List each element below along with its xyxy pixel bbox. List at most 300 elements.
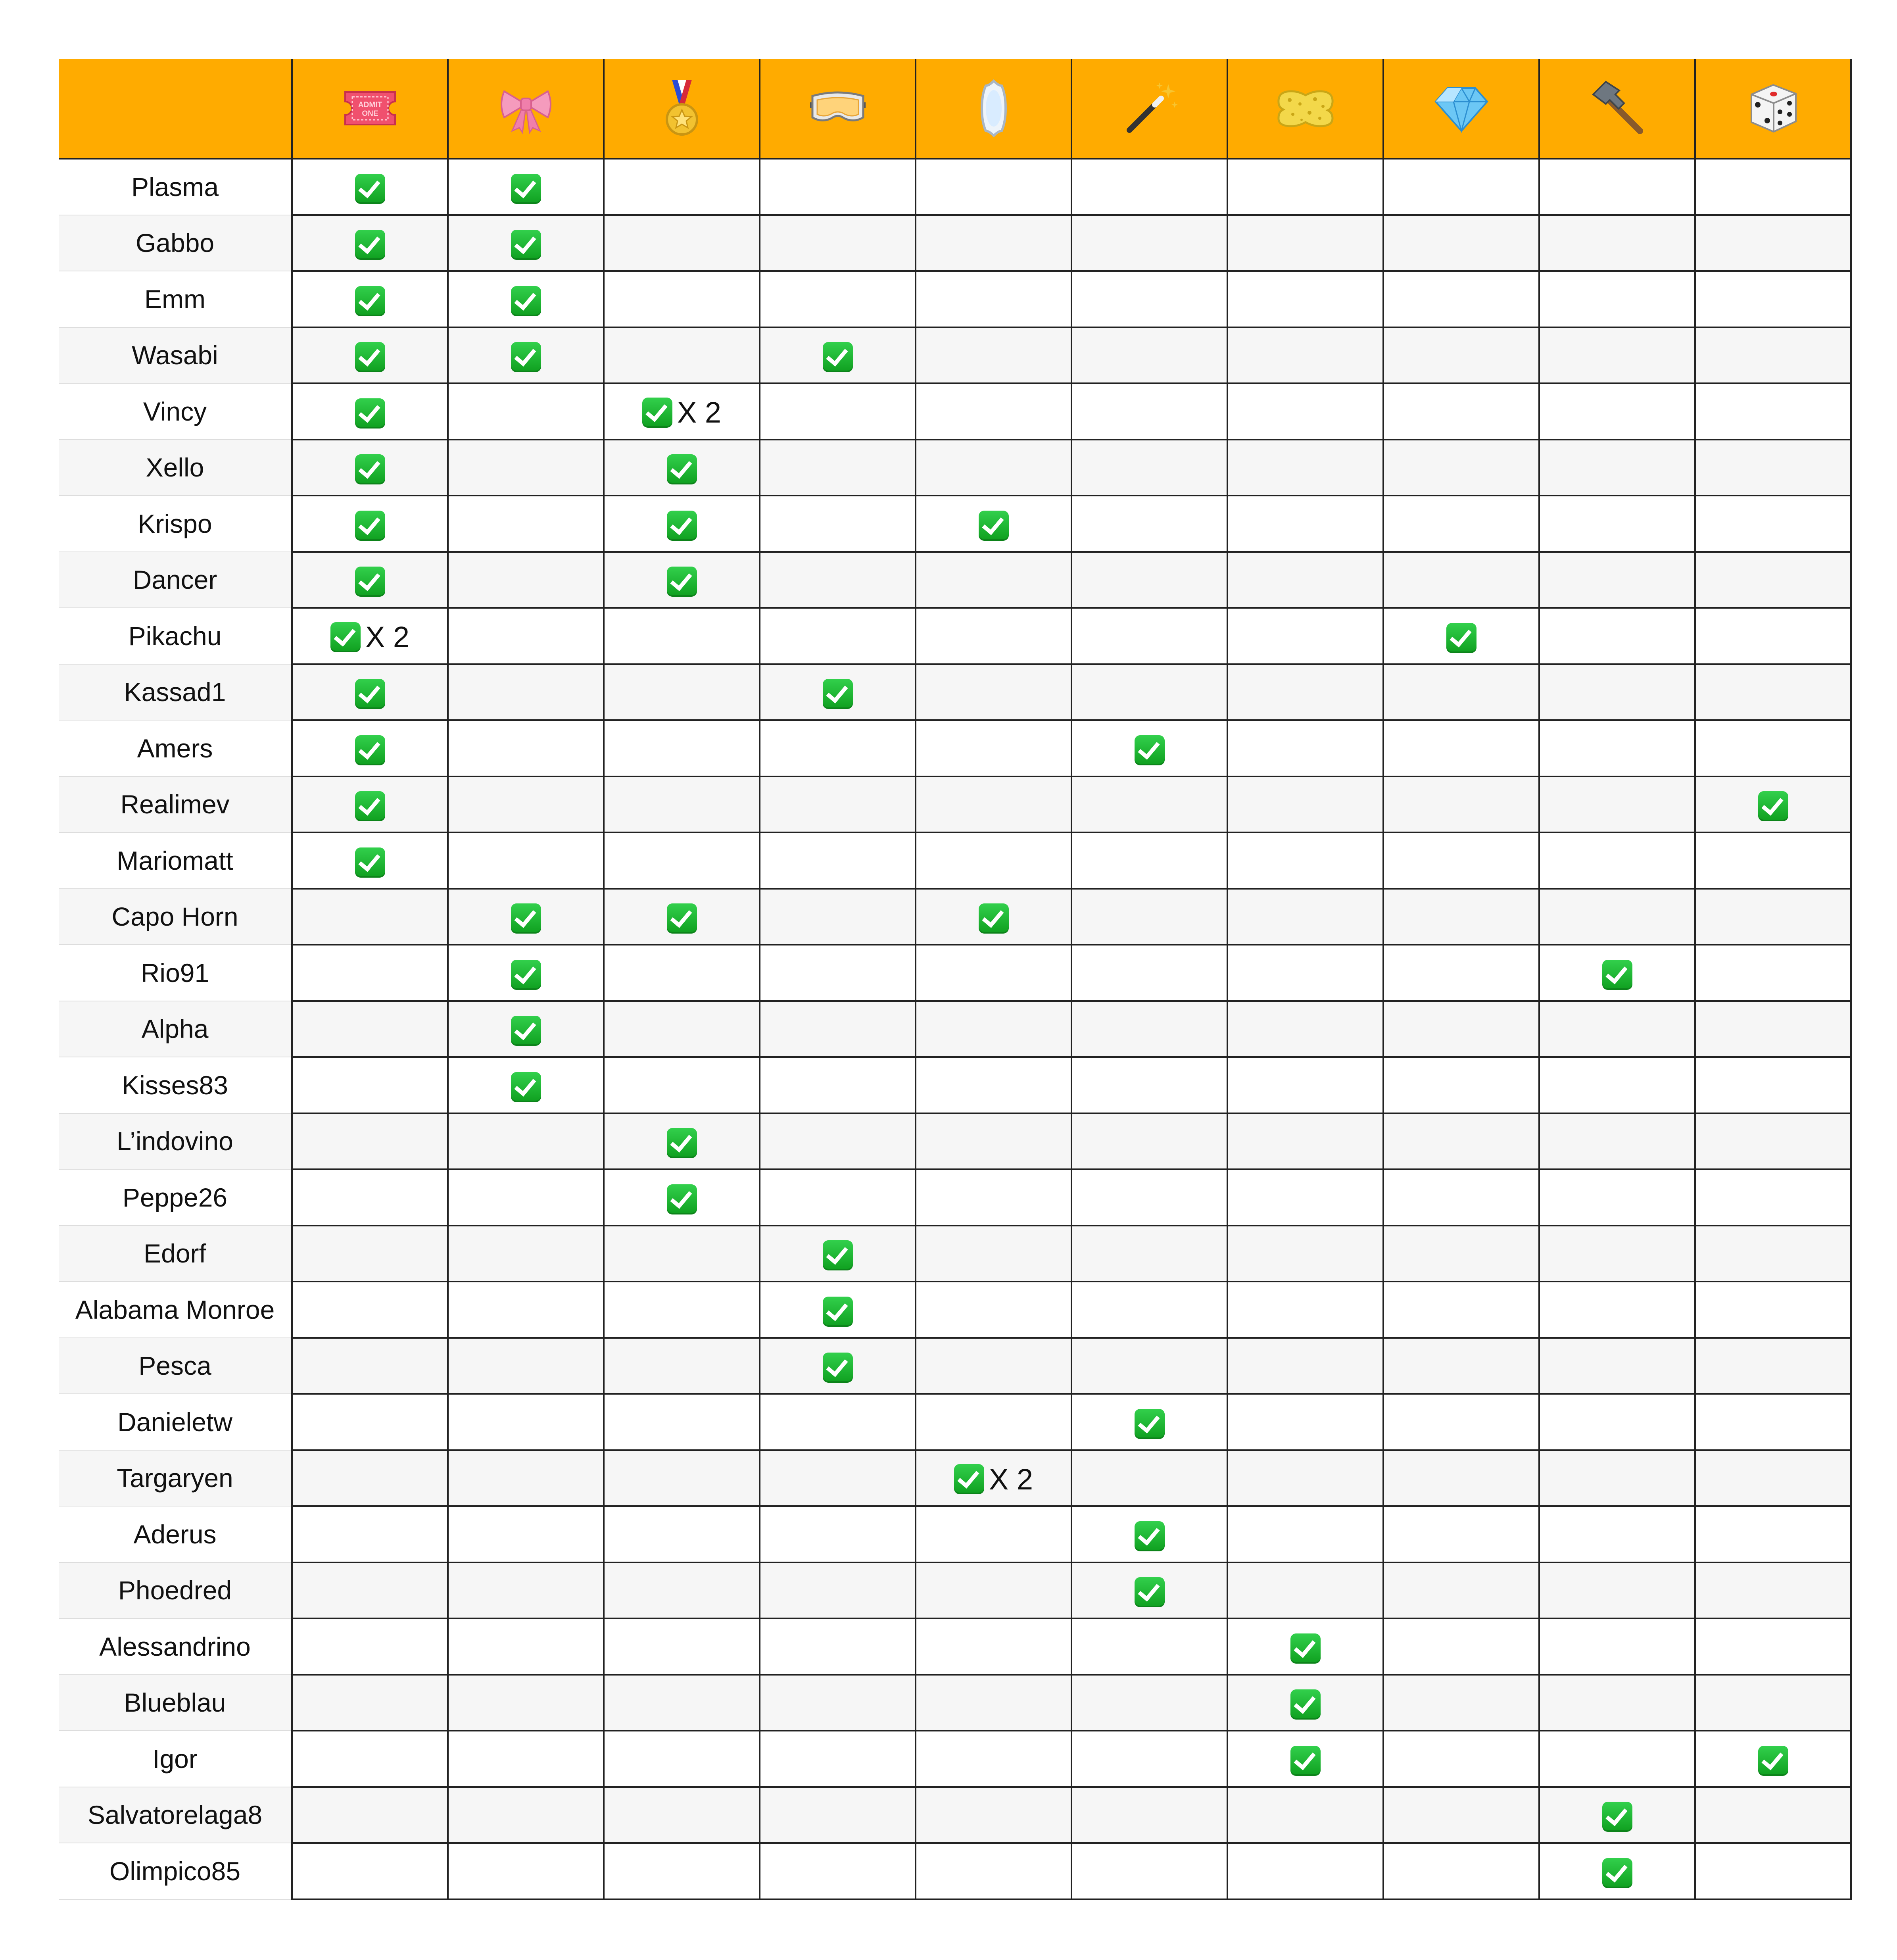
mark-cell: [604, 1282, 760, 1338]
mark-cell: [1071, 1113, 1227, 1170]
check-mark-icon: [667, 1184, 697, 1214]
check-mark-icon: [1135, 1521, 1165, 1551]
mark-cell: [1695, 1338, 1851, 1394]
mark-cell: [604, 552, 760, 608]
mark-cell: [1227, 1226, 1383, 1282]
check-mark-icon: [355, 567, 385, 597]
mark-cell: [604, 1057, 760, 1113]
table-row: [59, 1226, 1851, 1282]
check-mark-icon: [1602, 1858, 1632, 1888]
sponge-icon: [1274, 86, 1337, 130]
mark-cell: [292, 1843, 448, 1899]
mark-cell: [604, 215, 760, 271]
mark-cell: [916, 1169, 1071, 1226]
mark-cell: [292, 832, 448, 889]
mark-cell: [604, 1731, 760, 1787]
member-name: Edorf: [59, 1226, 292, 1282]
mark-cell: [1071, 1338, 1227, 1394]
mark-cell: [1071, 552, 1227, 608]
mark-cell: [1227, 1113, 1383, 1170]
mark-cell: [760, 1562, 916, 1619]
mark-cell: [916, 1675, 1071, 1731]
table-row: [59, 1618, 1851, 1675]
mark-cell: [760, 496, 916, 552]
mark-cell: [604, 776, 760, 833]
mark-cell: [760, 1169, 916, 1226]
mark-cell: [448, 159, 604, 215]
mark-cell: [292, 1506, 448, 1562]
check-mark-icon: [1602, 1802, 1632, 1832]
mark-cell: [916, 552, 1071, 608]
mark-cell: [1227, 1169, 1383, 1226]
mark-cell: [448, 776, 604, 833]
mark-cell: [448, 271, 604, 327]
mark-cell: [1383, 1282, 1539, 1338]
table-row: [59, 552, 1851, 608]
mark-cell: [760, 608, 916, 664]
table-row: [59, 271, 1851, 327]
mark-cell: [448, 832, 604, 889]
mark-cell: [1695, 945, 1851, 1001]
table-row: [59, 1562, 1851, 1619]
mark-cell: [916, 608, 1071, 664]
mark-cell: [1227, 664, 1383, 721]
mark-cell: [448, 1394, 604, 1450]
table-row: [59, 1169, 1851, 1226]
mark-cell: [1071, 1731, 1227, 1787]
check-mark-icon: [1135, 735, 1165, 765]
mark-cell: [604, 383, 760, 440]
header-ticket-cell: [292, 59, 448, 159]
mark-cell: [448, 1282, 604, 1338]
mark-cell: [1227, 832, 1383, 889]
mark-cell: [760, 1001, 916, 1057]
table-row: [59, 159, 1851, 215]
die-icon: [1743, 79, 1803, 138]
mark-cell: [1383, 383, 1539, 440]
mark-cell: [1071, 327, 1227, 384]
mark-cell: [1071, 1618, 1227, 1675]
mark-cell: [292, 776, 448, 833]
mark-cell: [1695, 1169, 1851, 1226]
mark-cell: [604, 608, 760, 664]
table-row: [59, 608, 1851, 664]
achievement-table: [59, 59, 1852, 1900]
mark-cell: [448, 889, 604, 945]
member-name: Alabama Monroe: [59, 1282, 292, 1338]
mark-cell: [1227, 1450, 1383, 1507]
mark-cell: [1539, 664, 1695, 721]
mark-cell: [1071, 776, 1227, 833]
mark-cell: [604, 271, 760, 327]
mark-cell: [292, 1057, 448, 1113]
mark-cell: [1071, 1001, 1227, 1057]
mark-cell: [1695, 1843, 1851, 1899]
mark-cell: [448, 1843, 604, 1899]
table-row: [59, 1394, 1851, 1450]
mark-cell: [604, 945, 760, 1001]
member-name: Igor: [59, 1731, 292, 1787]
mark-cell: [1695, 776, 1851, 833]
mark-cell: [448, 215, 604, 271]
mark-cell: [604, 1394, 760, 1450]
member-name: Gabbo: [59, 215, 292, 271]
mirror-icon: [974, 79, 1014, 138]
mark-cell: [1539, 889, 1695, 945]
mark-cell: [1227, 1506, 1383, 1562]
mark-cell: [1383, 776, 1539, 833]
mark-cell: [292, 552, 448, 608]
mark-cell: [1071, 664, 1227, 721]
mark-cell: [916, 1731, 1071, 1787]
mark-cell: [1383, 1394, 1539, 1450]
member-name: Targaryen: [59, 1450, 292, 1507]
mark-cell: [292, 215, 448, 271]
mark-cell: [292, 889, 448, 945]
check-mark-icon: [1446, 623, 1477, 653]
mark-cell: [1383, 496, 1539, 552]
mark-cell: [1695, 1282, 1851, 1338]
table-row: [59, 383, 1851, 440]
mark-cell: [1695, 159, 1851, 215]
mark-cell: [292, 945, 448, 1001]
mark-cell: [1383, 1675, 1539, 1731]
mark-cell: [1695, 720, 1851, 776]
table-row: [59, 720, 1851, 776]
mark-cell: [760, 1282, 916, 1338]
mark-cell: [1071, 1057, 1227, 1113]
member-name: Dancer: [59, 552, 292, 608]
mark-cell: [1383, 159, 1539, 215]
mark-cell: [1383, 1113, 1539, 1170]
mark-cell: [1227, 1843, 1383, 1899]
header-medal-cell: [604, 59, 760, 159]
table-row: [59, 440, 1851, 496]
mark-cell: [1071, 1843, 1227, 1899]
mark-cell: [1539, 1057, 1695, 1113]
table-row: [59, 1057, 1851, 1113]
header-gem-cell: [1383, 59, 1539, 159]
mark-cell: [1695, 889, 1851, 945]
check-mark-icon: [823, 679, 853, 709]
mark-cell: [1539, 552, 1695, 608]
mark-cell: [1227, 608, 1383, 664]
member-name: Rio91: [59, 945, 292, 1001]
mark-cell: [1539, 1338, 1695, 1394]
mark-cell: [1383, 1562, 1539, 1619]
mark-cell: [1227, 1675, 1383, 1731]
mark-cell: [292, 1618, 448, 1675]
mark-cell: [1695, 832, 1851, 889]
check-mark-icon: [1290, 1633, 1321, 1664]
mark-cell: [292, 1394, 448, 1450]
mark-cell: [1071, 215, 1227, 271]
mark-cell: [448, 1338, 604, 1394]
mark-cell: [760, 383, 916, 440]
mark-cell: [1539, 1787, 1695, 1843]
mark-cell: [1695, 1618, 1851, 1675]
table-row: [59, 1113, 1851, 1170]
check-mark-icon: [511, 1016, 541, 1046]
mark-cell: [1695, 1001, 1851, 1057]
mark-cell: [1539, 776, 1695, 833]
mark-cell: [1539, 1843, 1695, 1899]
check-mark-icon: [1602, 960, 1632, 990]
mark-cell: [1071, 1226, 1227, 1282]
mark-cell: [1695, 1226, 1851, 1282]
mark-cell: [604, 889, 760, 945]
mark-cell: [760, 159, 916, 215]
mark-cell: [1071, 1282, 1227, 1338]
check-mark-icon: [355, 847, 385, 878]
mark-cell: [1695, 608, 1851, 664]
mark-cell: [1227, 1787, 1383, 1843]
table-row: [59, 215, 1851, 271]
mark-cell: [1539, 1450, 1695, 1507]
mark-cell: [604, 1843, 760, 1899]
mark-cell: [604, 1562, 760, 1619]
header-sponge-cell: [1227, 59, 1383, 159]
mark-cell: [448, 1675, 604, 1731]
table-row: [59, 776, 1851, 833]
member-name: Amers: [59, 720, 292, 776]
mark-cell: [292, 496, 448, 552]
mark-cell: [292, 1169, 448, 1226]
mark-cell: [1227, 383, 1383, 440]
check-mark-icon: [667, 1128, 697, 1158]
check-mark-icon: [355, 342, 385, 372]
check-mark-icon: [355, 735, 385, 765]
mark-cell: [1539, 945, 1695, 1001]
mark-cell: [1539, 1282, 1695, 1338]
mark-cell: [916, 1787, 1071, 1843]
member-name: Alpha: [59, 1001, 292, 1057]
magic-wand-icon: [1120, 79, 1179, 138]
mark-cell: [1227, 440, 1383, 496]
check-mark-icon: [1135, 1577, 1165, 1607]
mark-cell: [1383, 327, 1539, 384]
mark-cell: [1695, 1057, 1851, 1113]
member-name: Capo Horn: [59, 889, 292, 945]
check-mark-icon: [1135, 1409, 1165, 1439]
table-row: [59, 889, 1851, 945]
mark-cell: [1227, 552, 1383, 608]
mark-cell: [1539, 1618, 1695, 1675]
table-row: [59, 832, 1851, 889]
mark-cell: [760, 1506, 916, 1562]
table-row: [59, 664, 1851, 721]
table-row: [59, 1787, 1851, 1843]
mark-cell: [448, 383, 604, 440]
mark-cell: [292, 664, 448, 721]
mark-cell: [1383, 664, 1539, 721]
mark-cell: [1695, 271, 1851, 327]
mark-cell: [1539, 1169, 1695, 1226]
check-mark-icon: [511, 960, 541, 990]
mark-cell: [760, 1675, 916, 1731]
mark-cell: [448, 945, 604, 1001]
mark-cell: [1695, 1731, 1851, 1787]
mark-cell: [448, 1001, 604, 1057]
mark-cell: [1071, 832, 1227, 889]
mark-cell: [1071, 496, 1227, 552]
mark-cell: [1695, 664, 1851, 721]
ribbon-bow-icon: [496, 83, 556, 134]
admit-one-ticket-icon: [340, 86, 400, 130]
mark-cell: [292, 1675, 448, 1731]
check-mark-icon: [823, 1297, 853, 1327]
mark-cell: [1227, 720, 1383, 776]
check-mark-icon: [511, 286, 541, 316]
header-row: [59, 59, 1851, 159]
table-row: [59, 1450, 1851, 1507]
mark-cell: [1383, 1450, 1539, 1507]
mark-cell: [1539, 1562, 1695, 1619]
mark-cell: [916, 327, 1071, 384]
mark-cell: [448, 1787, 604, 1843]
mark-cell: [916, 664, 1071, 721]
mark-cell: [1539, 327, 1695, 384]
mark-cell: [760, 440, 916, 496]
mark-cell: [1227, 1394, 1383, 1450]
gem-icon: [1432, 83, 1491, 134]
check-mark-icon: [823, 1240, 853, 1270]
mark-cell: [1383, 1731, 1539, 1787]
mark-cell: [916, 496, 1071, 552]
mark-cell: [760, 327, 916, 384]
mark-cell: [1227, 271, 1383, 327]
mark-cell: [604, 440, 760, 496]
mark-cell: [292, 1562, 448, 1619]
table-row: [59, 1282, 1851, 1338]
mark-cell: [916, 1282, 1071, 1338]
mark-cell: [1071, 383, 1227, 440]
mark-cell: [292, 1338, 448, 1394]
mark-cell: [448, 1506, 604, 1562]
achievement-table-container: [59, 59, 1852, 1900]
mark-cell: [604, 664, 760, 721]
mark-cell: [916, 776, 1071, 833]
check-mark-icon: [642, 398, 672, 428]
mark-cell: [916, 1506, 1071, 1562]
mark-cell: [1227, 1001, 1383, 1057]
mark-cell: [1227, 215, 1383, 271]
mark-cell: [292, 327, 448, 384]
mark-cell: [292, 383, 448, 440]
check-mark-icon: [1290, 1746, 1321, 1776]
table-row: [59, 945, 1851, 1001]
check-mark-icon: [355, 454, 385, 484]
mark-cell: [760, 945, 916, 1001]
mark-cell: [1071, 1787, 1227, 1843]
mark-cell: [448, 1450, 604, 1507]
check-mark-icon: [355, 791, 385, 821]
mark-cell: [1383, 720, 1539, 776]
mark-cell: [1695, 1450, 1851, 1507]
mark-cell: [1539, 832, 1695, 889]
member-name: Aderus: [59, 1506, 292, 1562]
mark-cell: [1539, 383, 1695, 440]
member-name: Vincy: [59, 383, 292, 440]
mark-cell: [1539, 159, 1695, 215]
mark-cell: [1383, 1506, 1539, 1562]
mark-cell: [1383, 1338, 1539, 1394]
mark-cell: [1695, 440, 1851, 496]
mark-cell: [1071, 440, 1227, 496]
mark-cell: [1383, 215, 1539, 271]
mark-cell: [916, 889, 1071, 945]
header-ribbon-cell: [448, 59, 604, 159]
member-name: Danieletw: [59, 1394, 292, 1450]
mark-cell: [760, 271, 916, 327]
mark-cell: [1071, 889, 1227, 945]
mark-cell: [1695, 1675, 1851, 1731]
mark-cell: [1695, 496, 1851, 552]
mark-cell: [1695, 215, 1851, 271]
mark-cell: [1383, 1001, 1539, 1057]
mark-cell: [448, 1226, 604, 1282]
mark-cell: [1071, 1506, 1227, 1562]
header-wand-cell: [1071, 59, 1227, 159]
table-row: [59, 1675, 1851, 1731]
mark-cell: [604, 832, 760, 889]
mark-cell: [604, 1169, 760, 1226]
mark-cell: [1539, 1113, 1695, 1170]
mark-cell: [292, 1282, 448, 1338]
mark-cell: [1383, 1787, 1539, 1843]
mark-cell: [1695, 552, 1851, 608]
mark-cell: [916, 1226, 1071, 1282]
mark-cell: [1539, 608, 1695, 664]
mark-cell: [1695, 327, 1851, 384]
member-name: Blueblau: [59, 1675, 292, 1731]
mark-cell: [916, 1394, 1071, 1450]
mark-cell: [1071, 1169, 1227, 1226]
check-mark-icon: [979, 511, 1009, 541]
mark-cell: [1383, 889, 1539, 945]
check-mark-icon: [355, 398, 385, 429]
mark-cell: [760, 552, 916, 608]
mark-cell: [1227, 1282, 1383, 1338]
goggles-icon: [806, 86, 870, 130]
mark-cell: [1539, 1506, 1695, 1562]
mark-cell: [292, 271, 448, 327]
mark-cell: [448, 664, 604, 721]
check-mark-icon: [823, 342, 853, 372]
check-mark-icon: [667, 903, 697, 934]
mark-cell: [292, 608, 448, 664]
member-name: Pesca: [59, 1338, 292, 1394]
multiplier-label: X 2: [989, 1462, 1033, 1496]
mark-cell: [1383, 1618, 1539, 1675]
mark-cell: [1539, 1394, 1695, 1450]
member-name: Pikachu: [59, 608, 292, 664]
check-mark-icon: [355, 286, 385, 316]
check-mark-icon: [511, 230, 541, 260]
member-name: Kisses83: [59, 1057, 292, 1113]
member-name: Peppe26: [59, 1169, 292, 1226]
member-name: Realimev: [59, 776, 292, 833]
mark-cell: [760, 1787, 916, 1843]
mark-cell: [1071, 945, 1227, 1001]
mark-cell: [916, 1843, 1071, 1899]
mark-cell: [1539, 1675, 1695, 1731]
mark-cell: [292, 1226, 448, 1282]
mark-cell: [760, 1338, 916, 1394]
check-mark-icon: [667, 454, 697, 484]
mark-cell: [1539, 271, 1695, 327]
mark-cell: [292, 1113, 448, 1170]
